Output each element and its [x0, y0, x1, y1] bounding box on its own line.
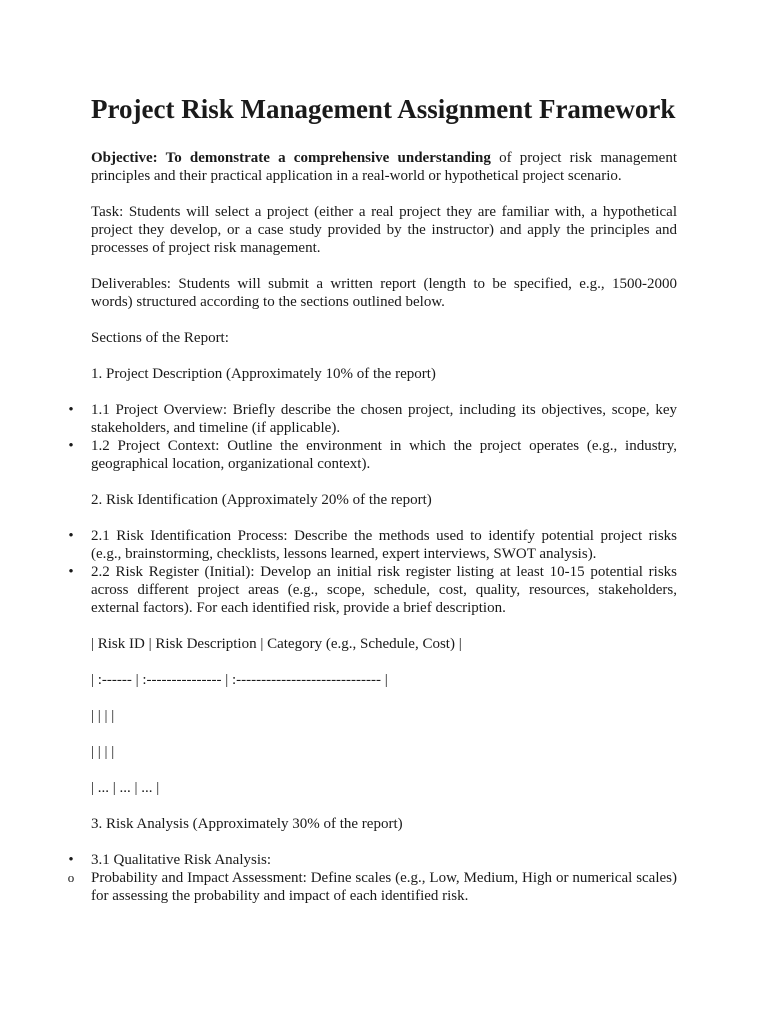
- risk-table-header-line: | Risk ID | Risk Description | Category (e.g., Schedule, Cost) |: [91, 636, 462, 652]
- list-item-text: Probability and Impact Assessment: Define scales (e.g., Low, Medium, High or numerical scales) for assessing the probability and impact of each identified risk.: [91, 870, 677, 904]
- circle-bullet-icon: o: [67, 870, 75, 885]
- document-page: [67, 93, 677, 905]
- risk-table-separator-line: | :------ | :--------------- | :----------------------------- |: [91, 672, 388, 688]
- section-2-list: [68, 527, 677, 617]
- risk-table-empty-row: | | | |: [91, 708, 115, 724]
- document-title: Project Risk Management Assignment Framework: [91, 94, 676, 124]
- objective-paragraph: [91, 149, 677, 185]
- list-item: [68, 401, 677, 437]
- list-item-text: 2.1 Risk Identification Process: Describe the methods used to identify potential project risks (e.g., brainstorming, checklists, lessons learned, expert interviews, SWOT analysis).: [91, 528, 677, 562]
- objective-text: of project risk management principles and their practical application in a real-world or hypothetical project scenario.: [91, 150, 677, 184]
- section-3-list: [67, 851, 677, 905]
- sections-heading: Sections of the Report:: [91, 330, 229, 346]
- list-item: [67, 869, 677, 905]
- list-item: [68, 437, 677, 473]
- list-item: [68, 527, 677, 563]
- risk-table-ellipsis-row: | ... | ... | ... |: [91, 780, 160, 796]
- list-item-text: 3.1 Qualitative Risk Analysis:: [91, 852, 271, 868]
- list-item: [68, 563, 677, 617]
- bullet-icon: •: [68, 528, 74, 544]
- section-1-list: [68, 401, 677, 473]
- bullet-icon: •: [68, 852, 74, 868]
- list-item-text: 1.1 Project Overview: Briefly describe the chosen project, including its objectives, scope, key stakeholders, and timeline (if applicable).: [91, 402, 677, 436]
- task-paragraph: Task: Students will select a project (either a real project they are familiar with, a hypothetical project they develop, or a case study provided by the instructor) and apply the principles and processes of project risk management.: [91, 204, 677, 256]
- section-2-heading: 2. Risk Identification (Approximately 20% of the report): [91, 492, 432, 508]
- risk-table-empty-row: | | | |: [91, 744, 115, 760]
- deliverables-paragraph: Deliverables: Students will submit a written report (length to be specified, e.g., 1500-2000 words) structured according to the sections outlined below.: [91, 276, 677, 310]
- bullet-icon: •: [68, 564, 74, 580]
- section-3-heading: 3. Risk Analysis (Approximately 30% of the report): [91, 816, 403, 832]
- list-item-text: 1.2 Project Context: Outline the environment in which the project operates (e.g., industry, geographical location, organizational context).: [91, 438, 677, 472]
- bullet-icon: •: [68, 438, 74, 454]
- section-1-heading: 1. Project Description (Approximately 10% of the report): [91, 366, 436, 382]
- objective-label: Objective: To demonstrate a comprehensive understanding: [91, 150, 491, 166]
- list-item: [68, 851, 677, 869]
- bullet-icon: •: [68, 402, 74, 418]
- list-item-text: 2.2 Risk Register (Initial): Develop an initial risk register listing at least 10-15 potential risks across different project areas (e.g., scope, schedule, cost, quality, resources, stakeholders, external factors). For each identified risk, provide a brief description.: [91, 564, 677, 616]
